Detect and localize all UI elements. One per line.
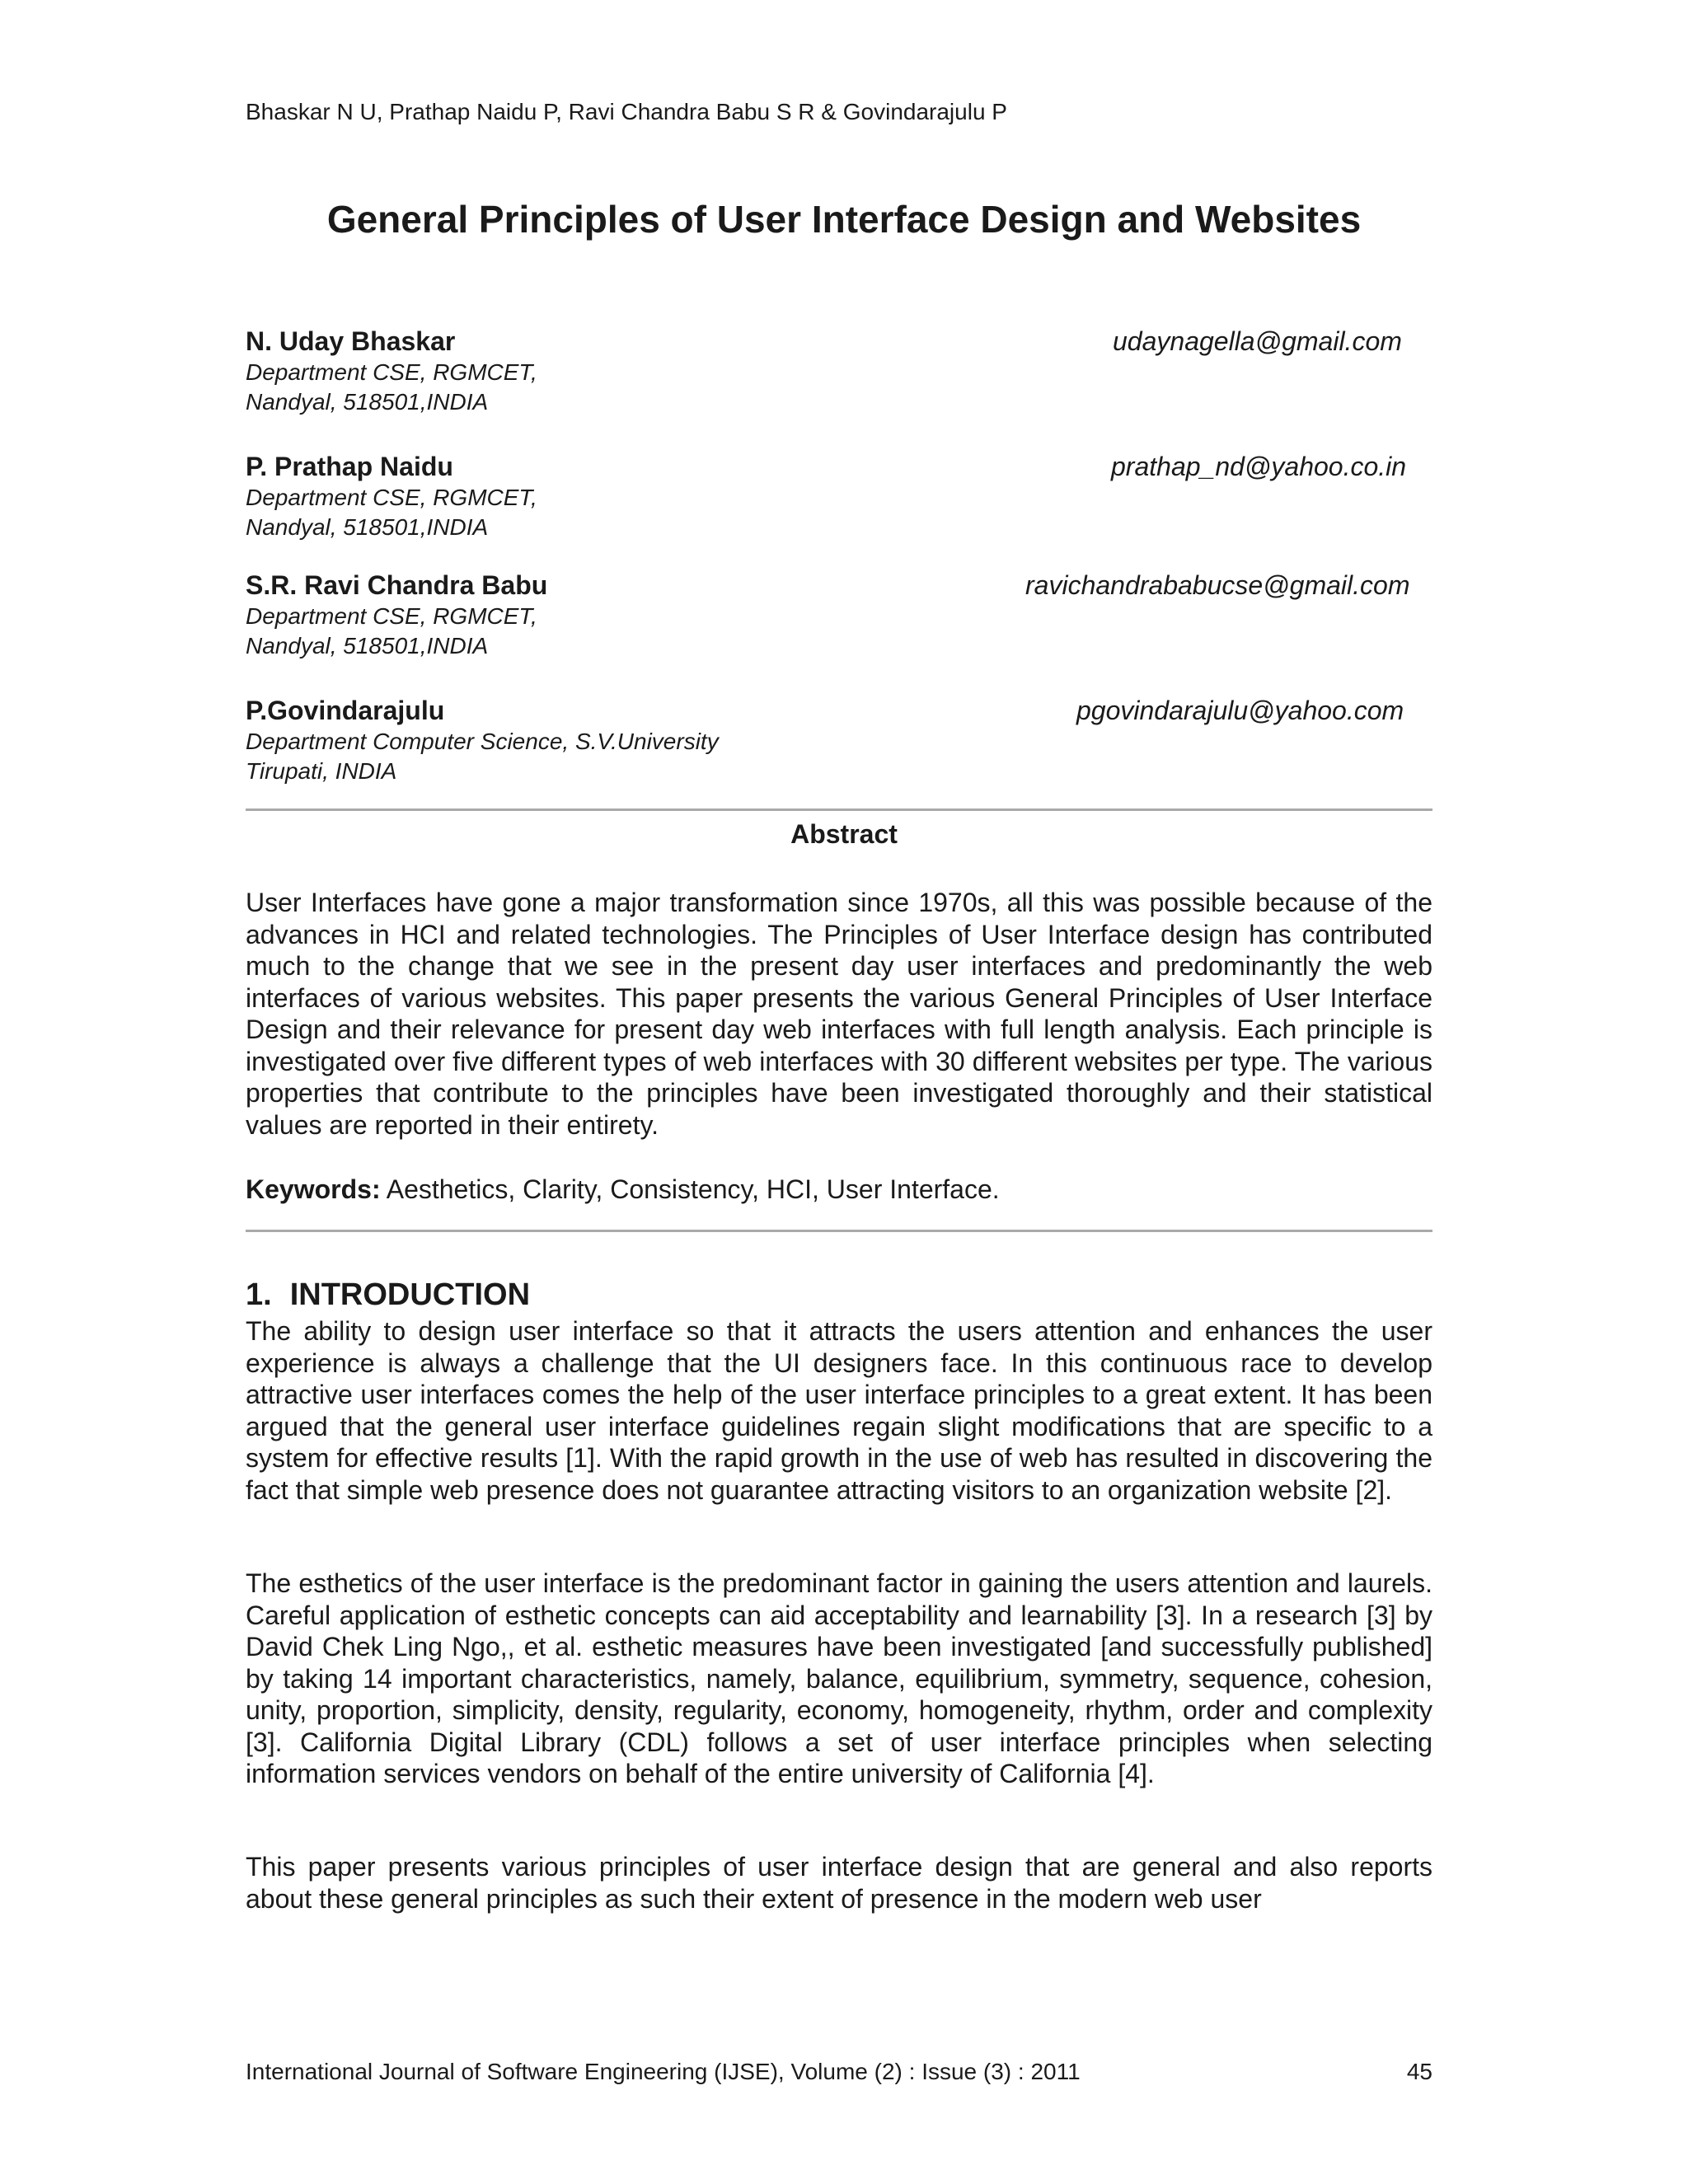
author-block [246,325,1432,417]
author-name: P.Govindarajulu [246,696,445,725]
author-block [246,694,1432,786]
intro-paragraph-2: The esthetics of the user interface is the predominant factor in gaining the users attention and laurels. Careful application of esthetic concepts can aid acceptability and learnability [3]. In a research [3] by David Chek Ling Ngo,, et al. esthetic measures have been investigated [and successfully published] by taking 14 important characteristics, namely, balance, equilibrium, symmetry, sequence, cohesion, unity, proportion, simplicity, density, regularity, economy, homogeneity, rhythm, order and complexity [3]. California Digital Library (CDL) follows a set of user interface principles when selecting information services vendors on behalf of the entire university of California [4]. [246,1568,1432,1788]
author-name: P. Prathap Naidu [246,452,453,481]
author-affiliation: Department CSE, RGMCET, [246,603,537,629]
author-location: Nandyal, 518501,INDIA [246,389,489,415]
divider-bottom [246,1230,1432,1232]
section-heading-introduction [246,1276,530,1314]
keywords-label: Keywords: [246,1174,381,1204]
author-email[interactable]: pgovindarajulu@yahoo.com [1076,696,1404,725]
author-name: N. Uday Bhaskar [246,326,456,356]
journal-citation: International Journal of Software Engineering (IJSE), Volume (2) : Issue (3) : 2011 [246,2059,1081,2084]
intro-paragraph-3: This paper presents various principles of user interface design that are general and also reports about these general principles as such their extent of presence in the modern web user [246,1852,1432,1914]
intro-paragraph-1: The ability to design user interface so that it attracts the users attention and enhances the user experience is always a challenge that the UI designers face. In this continuous race to develop attractive user interfaces comes the help of the user interface principles to a great extent. It has been argued that the general user interface guidelines regain slight modifications that are specific to a system for effective results [1]. With the rapid growth in the use of web has resulted in discovering the fact that simple web presence does not guarantee attracting visitors to an organization website [2]. [246,1316,1432,1505]
author-location: Nandyal, 518501,INDIA [246,633,489,658]
keywords-list: Aesthetics, Clarity, Consistency, HCI, User Interface. [386,1174,1000,1204]
author-affiliation: Department CSE, RGMCET, [246,359,537,385]
author-block [246,450,1432,542]
author-email[interactable]: prathap_nd@yahoo.co.in [1111,452,1407,481]
author-block [246,569,1432,661]
page-number: 45 [1406,2059,1432,2084]
paper-title: General Principles of User Interface Design and Websites [326,198,1362,241]
author-affiliation: Department Computer Science, S.V.University [246,729,719,754]
author-email[interactable]: ravichandrababucse@gmail.com [1025,570,1410,600]
author-location: Tirupati, INDIA [246,758,397,784]
author-name: S.R. Ravi Chandra Babu [246,570,548,600]
section-title: INTRODUCTION [289,1277,531,1312]
author-affiliation: Department CSE, RGMCET, [246,485,537,510]
author-location: Nandyal, 518501,INDIA [246,514,489,540]
divider-top [246,808,1432,811]
keywords-line [246,1174,1432,1206]
running-head: Bhaskar N U, Prathap Naidu P, Ravi Chandra Babu S R & Govindarajulu P [246,99,1007,124]
page-footer [246,2057,1432,2087]
abstract-heading: Abstract [790,819,898,849]
author-email[interactable]: udaynagella@gmail.com [1113,326,1402,356]
abstract-text: User Interfaces have gone a major transformation since 1970s, all this was possible because of the advances in HCI and related technologies. The Principles of User Interface design has contributed much to the change that we see in the present day user interfaces and predominantly the web interfaces of various websites. This paper presents the various General Principles of User Interface Design and their relevance for present day web interfaces with full length analysis. Each principle is investigated over five different types of web interfaces with 30 different websites per type. The various properties that contribute to the principles have been investigated thoroughly and their statistical values are reported in their entirety. [246,888,1432,1140]
section-number: 1. [246,1277,272,1312]
